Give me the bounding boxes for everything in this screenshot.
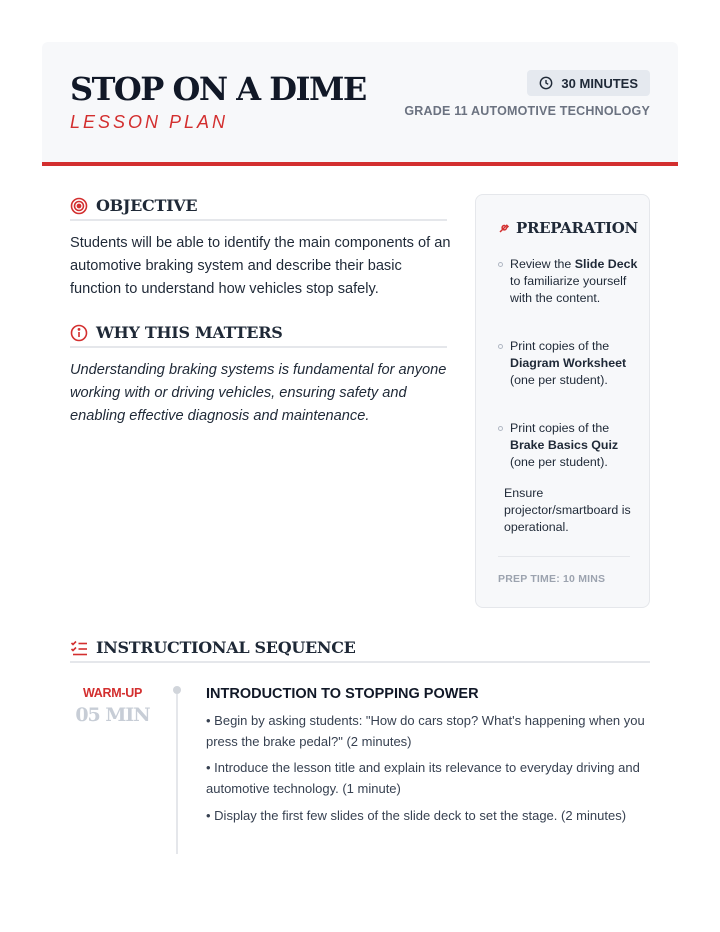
step-tag: WARM-UP bbox=[82, 686, 142, 700]
duration-badge bbox=[527, 70, 650, 96]
prep-item: Print copies of the Diagram Worksheet (one per student). bbox=[498, 338, 638, 389]
objective-heading bbox=[70, 196, 447, 221]
objective-text: Students will be able to identify the main components of an automotive braking system and describe their basic function to understand how vehicles stop safely. bbox=[70, 235, 451, 297]
sequence-heading-label: INSTRUCTIONAL SEQUENCE bbox=[96, 638, 356, 657]
bullet-icon bbox=[498, 344, 503, 349]
timeline-line bbox=[176, 694, 178, 854]
sequence-heading bbox=[70, 638, 650, 663]
step-minutes: 05 MIN bbox=[75, 704, 150, 726]
why-heading bbox=[70, 323, 447, 348]
step-bullet: • Introduce the lesson title and explain its relevance to everyday driving and automotive technology. (1 minute) bbox=[206, 760, 640, 796]
objective-heading-label: OBJECTIVE bbox=[96, 196, 198, 215]
bullet-icon bbox=[498, 262, 503, 267]
clock-icon bbox=[539, 76, 553, 90]
prep-time: PREP TIME: 10 MINS bbox=[498, 573, 606, 585]
divider bbox=[498, 556, 630, 557]
step-bullet: • Display the first few slides of the slide deck to set the stage. (2 minutes) bbox=[206, 808, 627, 823]
preparation-card bbox=[475, 194, 650, 608]
timeline-dot bbox=[173, 686, 181, 694]
grade-label: GRADE 11 AUTOMOTIVE TECHNOLOGY bbox=[404, 104, 650, 118]
why-text: Understanding braking systems is fundamental for anyone working with or driving vehicles, ensuring safety and enabling effective diagnosis and maintenance. bbox=[70, 362, 447, 424]
why-heading-label: WHY THIS MATTERS bbox=[96, 323, 283, 342]
preparation-heading-label: PREPARATION bbox=[516, 219, 638, 237]
wrench-icon bbox=[498, 222, 510, 234]
page-title: STOP ON A DIME bbox=[70, 70, 366, 108]
info-icon bbox=[70, 324, 88, 342]
prep-item: Review the Slide Deck to familiarize yourself with the content. bbox=[498, 256, 638, 307]
preparation-heading bbox=[498, 219, 638, 237]
duration-text: 30 MINUTES bbox=[561, 75, 638, 91]
target-icon bbox=[70, 197, 88, 215]
page-subtitle: LESSON PLAN bbox=[70, 112, 229, 132]
bullet-icon bbox=[498, 426, 503, 431]
step-title: INTRODUCTION TO STOPPING POWER bbox=[206, 686, 479, 702]
lesson-header bbox=[42, 42, 678, 166]
checklist-icon bbox=[70, 639, 88, 657]
step-bullet: • Begin by asking students: "How do cars stop? What's happening when you press the brake pedal?" (2 minutes) bbox=[206, 713, 645, 749]
prep-item: Print copies of the Brake Basics Quiz (one per student). bbox=[498, 420, 638, 471]
prep-item: Ensure projector/smartboard is operational. bbox=[504, 486, 631, 534]
